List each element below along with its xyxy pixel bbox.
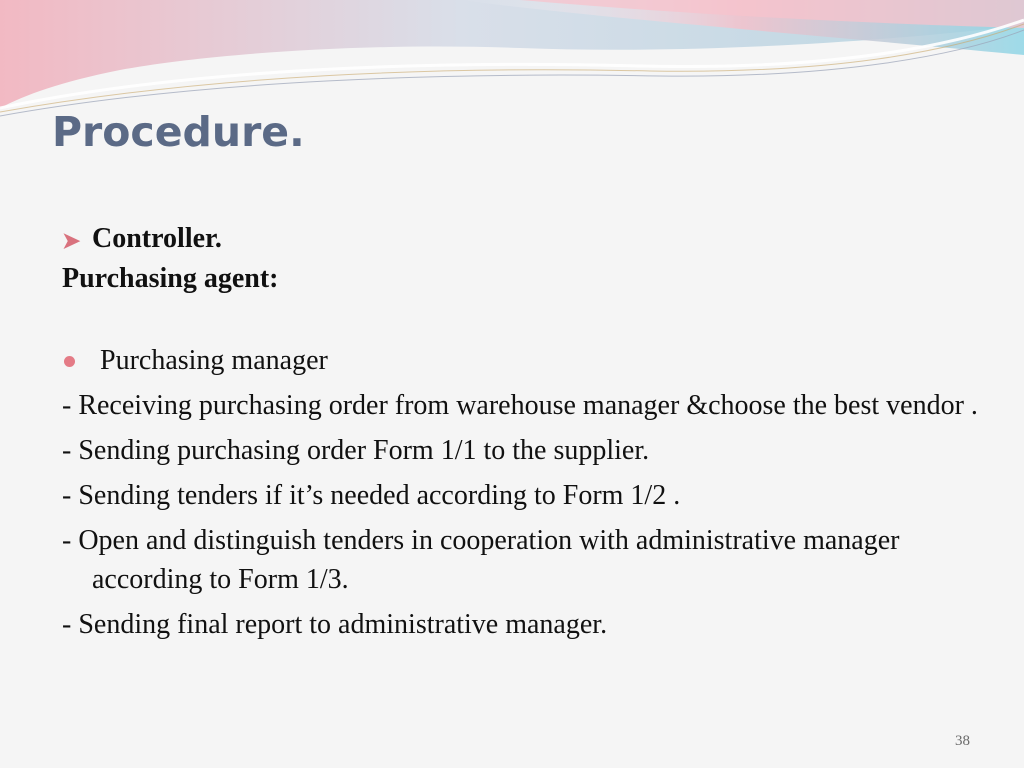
list-item: - Sending final report to administrative manager. — [62, 608, 608, 640]
arrow-right-icon: ➤ — [62, 228, 81, 253]
spacer — [62, 298, 982, 342]
list-item: - Open and distinguish tenders in cooperation with administrative manager according to Form 1/3. — [62, 525, 900, 595]
list-item: - Receiving purchasing order from warehouse manager &choose the best vendor . — [62, 390, 978, 422]
page-number: 38 — [955, 733, 970, 749]
bullet-item-line — [62, 342, 982, 380]
controller-heading: Controller. — [92, 223, 222, 254]
controller-line — [62, 220, 982, 258]
bullet-item: Purchasing manager — [100, 345, 328, 377]
dot-bullet-icon — [64, 356, 75, 367]
agent-heading: Purchasing agent: — [62, 263, 279, 295]
slide-content — [62, 220, 982, 644]
list-item: - Sending tenders if it’s needed according to Form 1/2 . — [62, 480, 681, 512]
slide-title: Procedure. — [52, 108, 305, 156]
list-item: - Sending purchasing order Form 1/1 to the supplier. — [62, 435, 650, 467]
